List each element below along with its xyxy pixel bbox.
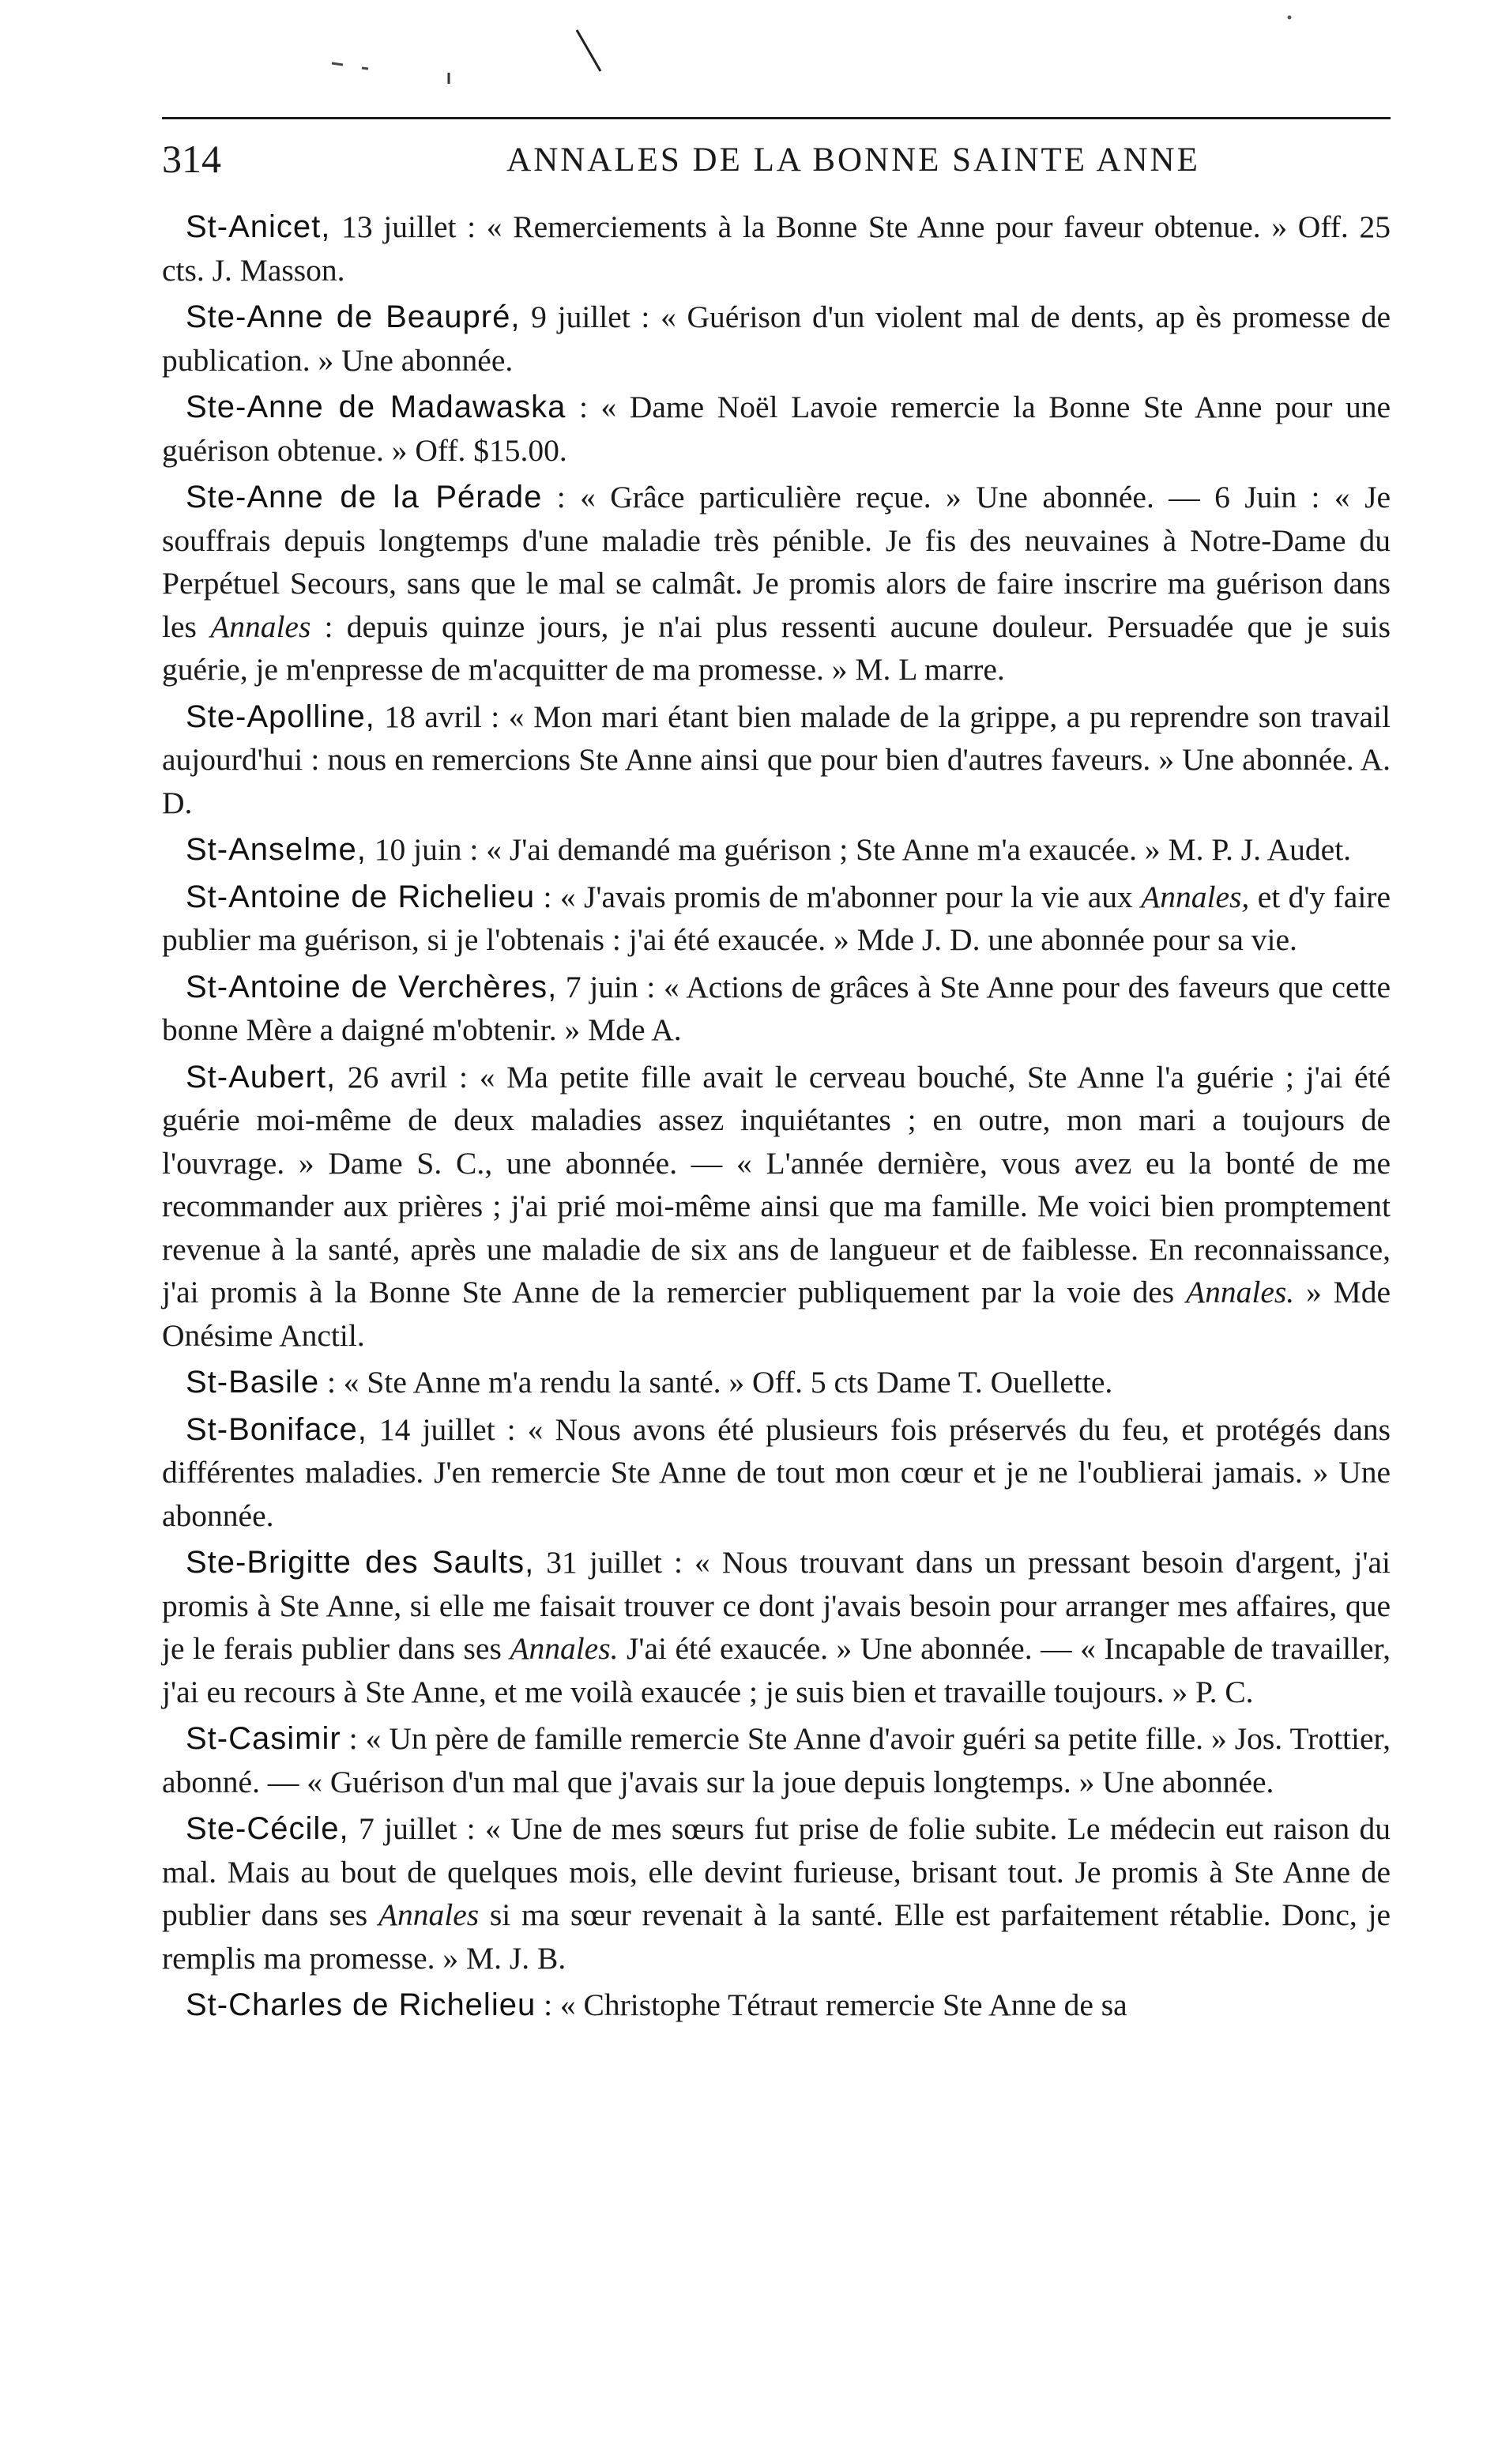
entry-place: Ste-Apolline, (186, 699, 375, 734)
entry (162, 1717, 1391, 1803)
entry (162, 1361, 1391, 1404)
entry-place: Ste-Anne de Beaupré, (186, 300, 521, 334)
entry (162, 296, 1391, 382)
entry-place: St-Anselme, (186, 832, 367, 867)
entry-place: Ste-Anne de Madawaska (186, 390, 566, 424)
entry (162, 1807, 1391, 1980)
entry-text: 9 juillet : « Guérison d'un violent mal de dents, ap ès promesse de publication. » Une abonnée. (162, 300, 1391, 378)
entry-text: 7 juillet : « Une de mes sœurs fut prise de folie subite. Le médecin eut raison du mal. Mais au bout de quelques mois, elle devint furieuse, brisant tout. Je promis à Ste Anne de publier dans ses (162, 1811, 1391, 1932)
page-body (162, 205, 1391, 2031)
header-rule (162, 117, 1391, 119)
entry-place: Ste-Brigitte des Saults, (186, 1545, 535, 1580)
entry-italic-title: Annales, (1141, 879, 1250, 914)
entry-text: J'ai été exaucée. » Une abonnée. — « Incapable de travailler, j'ai eu recours à Ste Anne, et me voilà exaucée ; je suis bien et travaille toujours. » P. C. (162, 1631, 1391, 1709)
entry-text: 7 juin : « Actions de grâces à Ste Anne pour des faveurs que cette bonne Mère a daigné m'obtenir. » Mde A. (162, 969, 1391, 1047)
entry-italic-title: Annales (210, 608, 311, 644)
entry (162, 876, 1391, 962)
entry-text: 10 juin : « J'ai demandé ma guérison ; Ste Anne m'a exaucée. » M. P. J. Audet. (366, 832, 1352, 867)
entry-place: St-Charles de Richelieu (186, 1987, 536, 2022)
entry-text: 14 juillet : « Nous avons été plusieurs fois préservés du feu, et protégés dans différentes maladies. J'en remercie Ste Anne de tout mon cœur et je ne l'oublierai jamais. » Une abonnée. (162, 1411, 1391, 1533)
entry (162, 966, 1391, 1052)
entry-text: : « Un père de famille remercie Ste Anne d'avoir guéri sa petite fille. » Jos. Trottier, abonné. — « Guérison d'un mal que j'avais sur la joue depuis longtemps. » Une abonnée. (162, 1721, 1391, 1799)
running-title: ANNALES DE LA BONNE SAINTE ANNE (506, 141, 1200, 179)
entry-text: : « Dame Noël Lavoie remercie la Bonne Ste Anne pour une guérison obtenue. » Off. $15.00. (162, 390, 1391, 468)
entry (162, 1984, 1391, 2027)
entry-text: 18 avril : « Mon mari étant bien malade de la grippe, a pu reprendre son travail aujourd'hui : nous en remercions Ste Anne ainsi que pour bien d'autres faveurs. » Une abonnée. A. D. (162, 699, 1391, 820)
entry-place: St-Boniface, (186, 1411, 367, 1447)
entry-text: : « Ste Anne m'a rendu la santé. » Off. 5 cts Dame T. Ouellette. (319, 1365, 1113, 1400)
entry-place: St-Anicet, (186, 209, 331, 244)
entry-place: St-Aubert, (186, 1059, 337, 1094)
entry-text: 13 juillet : « Remerciements à la Bonne Ste Anne pour faveur obtenue. » Off. 25 cts. J. Masson. (162, 209, 1391, 288)
entry-place: St-Antoine de Richelieu (186, 879, 536, 914)
entry-text: : « Christophe Tétraut remercie Ste Anne de sa (536, 1987, 1127, 2022)
entry-text: 26 avril : « Ma petite fille avait le cerveau bouché, Ste Anne l'a guérie ; j'ai été guérie moi-même de deux maladies assez inquiétantes ; en outre, mon mari a toujours de l'ouvrage. » Dame S. C., une abonnée. — « L'année dernière, vous avez eu la bonté de me recommander aux prières ; j'ai prié moi-même ainsi que ma famille. Me voici bien promptement revenue à la santé, après une maladie de six ans de langueur et de faiblesse. En reconnaissance, j'ai promis à la Bonne Ste Anne de la remercier publiquement par la voie des (162, 1059, 1391, 1309)
entry-text: » Mde Onésime Anctil. (162, 1275, 1391, 1353)
entry-text: et d'y faire publier ma guérison, si je l'obtenais : j'ai été exaucée. » Mde J. D. une abonnée pour sa vie. (162, 879, 1391, 957)
entry-text: 31 juillet : « Nous trouvant dans un pressant besoin d'argent, j'ai promis à Ste Anne, si elle me faisait trouver ce dont j'avais besoin pour arranger mes affaires, que je le ferais publier dans ses (162, 1545, 1391, 1666)
entry-italic-title: Annales. (510, 1631, 619, 1666)
entry-place: St-Casimir (186, 1721, 341, 1756)
entry-text: si ma sœur revenait à la santé. Elle est parfaitement rétablie. Donc, je remplis ma promesse. » M. J. B. (162, 1897, 1391, 1976)
entry-text: : « Grâce particulière reçue. » Une abonnée. — 6 Juin : « Je souffrais depuis longtemps d'une maladie très pénible. Je fis des neuvaines à Notre-Dame du Perpétuel Secours, sans que le mal se calmât. Je promis alors de faire inscrire ma guérison dans les (162, 480, 1391, 644)
entry-text: : depuis quinze jours, je n'ai plus ressenti aucune douleur. Persuadée que je suis guérie, je m'enpresse de m'acquitter de ma promesse. » M. L marre. (162, 608, 1391, 687)
entry-place: St-Basile (186, 1365, 320, 1400)
entry (162, 476, 1391, 691)
entry-text: : « J'avais promis de m'abonner pour la vie aux (535, 879, 1142, 914)
page-number: 314 (162, 137, 221, 181)
entry-italic-title: Annales (378, 1897, 480, 1932)
entry (162, 1056, 1391, 1358)
entry-place: Ste-Anne de la Pérade (186, 480, 543, 514)
entry (162, 1541, 1391, 1713)
entry (162, 1408, 1391, 1538)
entry (162, 386, 1391, 472)
page-header (162, 117, 1391, 196)
entry-place: St-Antoine de Verchères, (186, 969, 558, 1004)
entry (162, 205, 1391, 292)
entry (162, 695, 1391, 825)
entry-place: Ste-Cécile, (186, 1811, 349, 1846)
entry-italic-title: Annales. (1186, 1275, 1295, 1309)
entry (162, 828, 1391, 872)
